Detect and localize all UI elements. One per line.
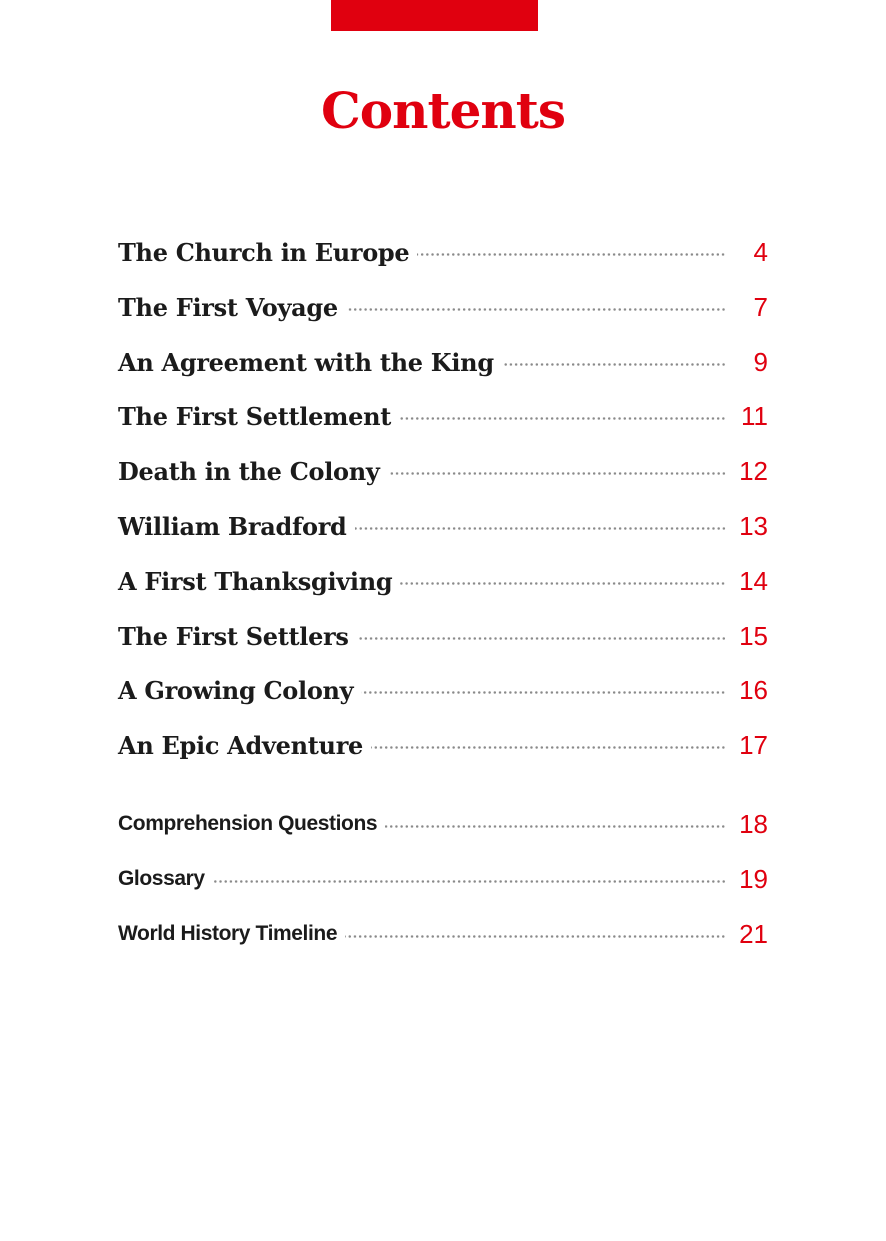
toc-entry-title: A Growing Colony: [118, 675, 354, 705]
toc-entry-title: A First Thanksgiving: [118, 566, 393, 596]
dot-leader: [361, 691, 726, 694]
dot-leader: [346, 308, 726, 311]
dot-leader: [399, 417, 726, 420]
toc-page-number: 17: [739, 729, 768, 760]
toc-entry[interactable]: [118, 506, 768, 546]
toc-page-number: 12: [739, 455, 768, 486]
toc-entry[interactable]: [118, 232, 768, 272]
toc-entry[interactable]: [118, 616, 768, 656]
dot-leader: [371, 746, 726, 749]
dot-leader: [355, 527, 726, 530]
toc-page-number: 14: [739, 565, 768, 596]
dot-leader: [213, 880, 726, 883]
toc-page-number: 4: [753, 236, 768, 267]
toc-back-matter-entry[interactable]: [118, 914, 768, 954]
toc-entry-title: Death in the Colony: [118, 456, 380, 486]
toc-page-number: 7: [753, 291, 768, 322]
toc-entry-title: The First Settlers: [118, 621, 349, 651]
toc-entry-title: The Church in Europe: [118, 237, 410, 267]
toc-entry-title: Comprehension Questions: [118, 812, 378, 835]
toc-entry-title: The First Settlement: [118, 401, 392, 431]
toc-page-number: 13: [739, 510, 768, 541]
toc-page-number: 15: [739, 620, 768, 651]
dot-leader: [388, 472, 726, 475]
page-title: Contents: [320, 81, 565, 140]
dot-leader: [502, 363, 726, 366]
toc-page-number: 11: [741, 400, 768, 431]
toc-page-number: 16: [739, 674, 768, 705]
toc-page-number: 18: [739, 808, 768, 839]
toc-entry-title: Glossary: [118, 867, 205, 890]
toc-entry-title: The First Voyage: [118, 292, 338, 322]
dot-leader: [417, 253, 726, 256]
toc-page-number: 19: [739, 863, 768, 894]
toc-entry[interactable]: [118, 670, 768, 710]
toc-entry[interactable]: [118, 287, 768, 327]
dot-leader: [400, 582, 726, 585]
red-header-bar: [331, 0, 538, 31]
toc-back-matter-entry[interactable]: [118, 859, 768, 899]
toc-entry-title: William Bradford: [118, 511, 347, 541]
toc-entry[interactable]: [118, 451, 768, 491]
toc-page-number: 21: [739, 918, 768, 949]
toc-entry[interactable]: [118, 561, 768, 601]
toc-entry[interactable]: [118, 342, 768, 382]
toc-entry-title: An Epic Adventure: [118, 730, 364, 760]
toc-entry-title: An Agreement with the King: [118, 347, 494, 377]
toc-back-matter-entry[interactable]: [118, 804, 768, 844]
dot-leader: [345, 935, 726, 938]
toc-entry[interactable]: [118, 396, 768, 436]
dot-leader: [357, 637, 726, 640]
dot-leader: [385, 825, 726, 828]
toc-entry[interactable]: [118, 725, 768, 765]
toc-page-number: 9: [753, 346, 768, 377]
toc-entry-title: World History Timeline: [118, 922, 338, 945]
